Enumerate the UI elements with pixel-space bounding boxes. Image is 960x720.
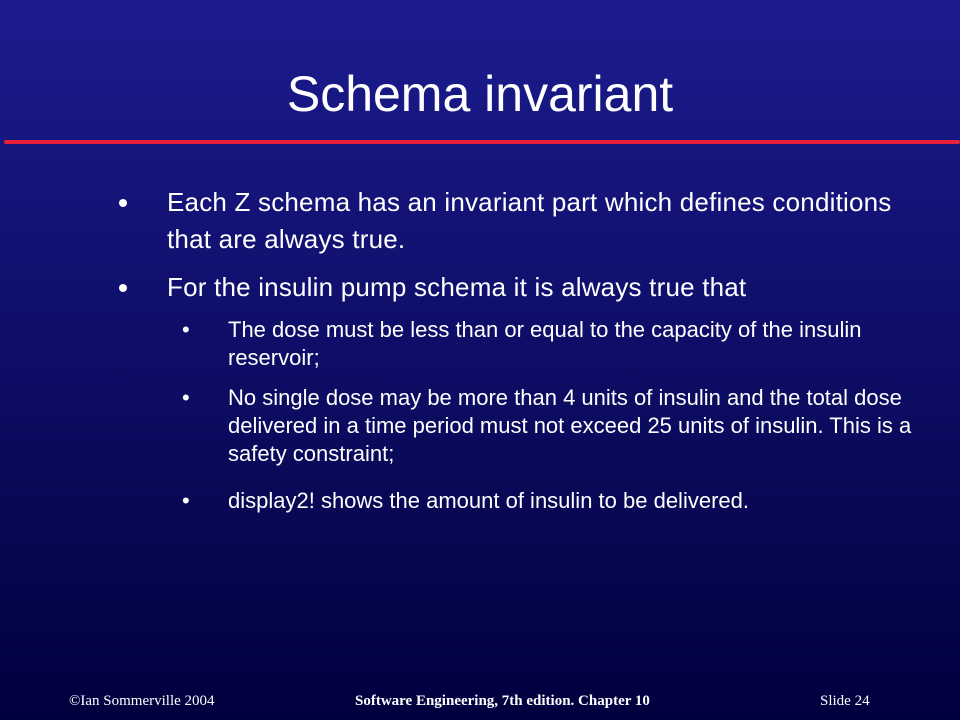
footer-book-title: Software Engineering, 7th edition. Chapter 10: [355, 693, 650, 709]
subbullet-text: The dose must be less than or equal to the capacity of the insulin reservoir;: [228, 317, 862, 370]
title-divider: [4, 140, 960, 144]
subbullet-dot-icon: •: [182, 488, 190, 513]
bullet-text: Each Z schema has an invariant part which defines conditions that are always true.: [167, 187, 892, 254]
subbullet-text: display2! shows the amount of insulin to be delivered.: [228, 488, 749, 513]
bullet-dot-icon: [119, 199, 127, 207]
bullet-dot-icon: [119, 284, 127, 292]
slide-title: Schema invariant: [286, 66, 674, 122]
bullet-text: For the insulin pump schema it is always true that: [167, 272, 747, 302]
subbullet-dot-icon: •: [182, 385, 190, 410]
subbullet-text: No single dose may be more than 4 units of insulin and the total dose delivered in a time period must not exceed 25 units of insulin. This is a safety constraint;: [228, 385, 912, 466]
subbullet-dot-icon: •: [182, 317, 190, 342]
footer-slide-number: Slide 24: [820, 693, 870, 709]
footer-copyright: ©Ian Sommerville 2004: [69, 693, 215, 709]
